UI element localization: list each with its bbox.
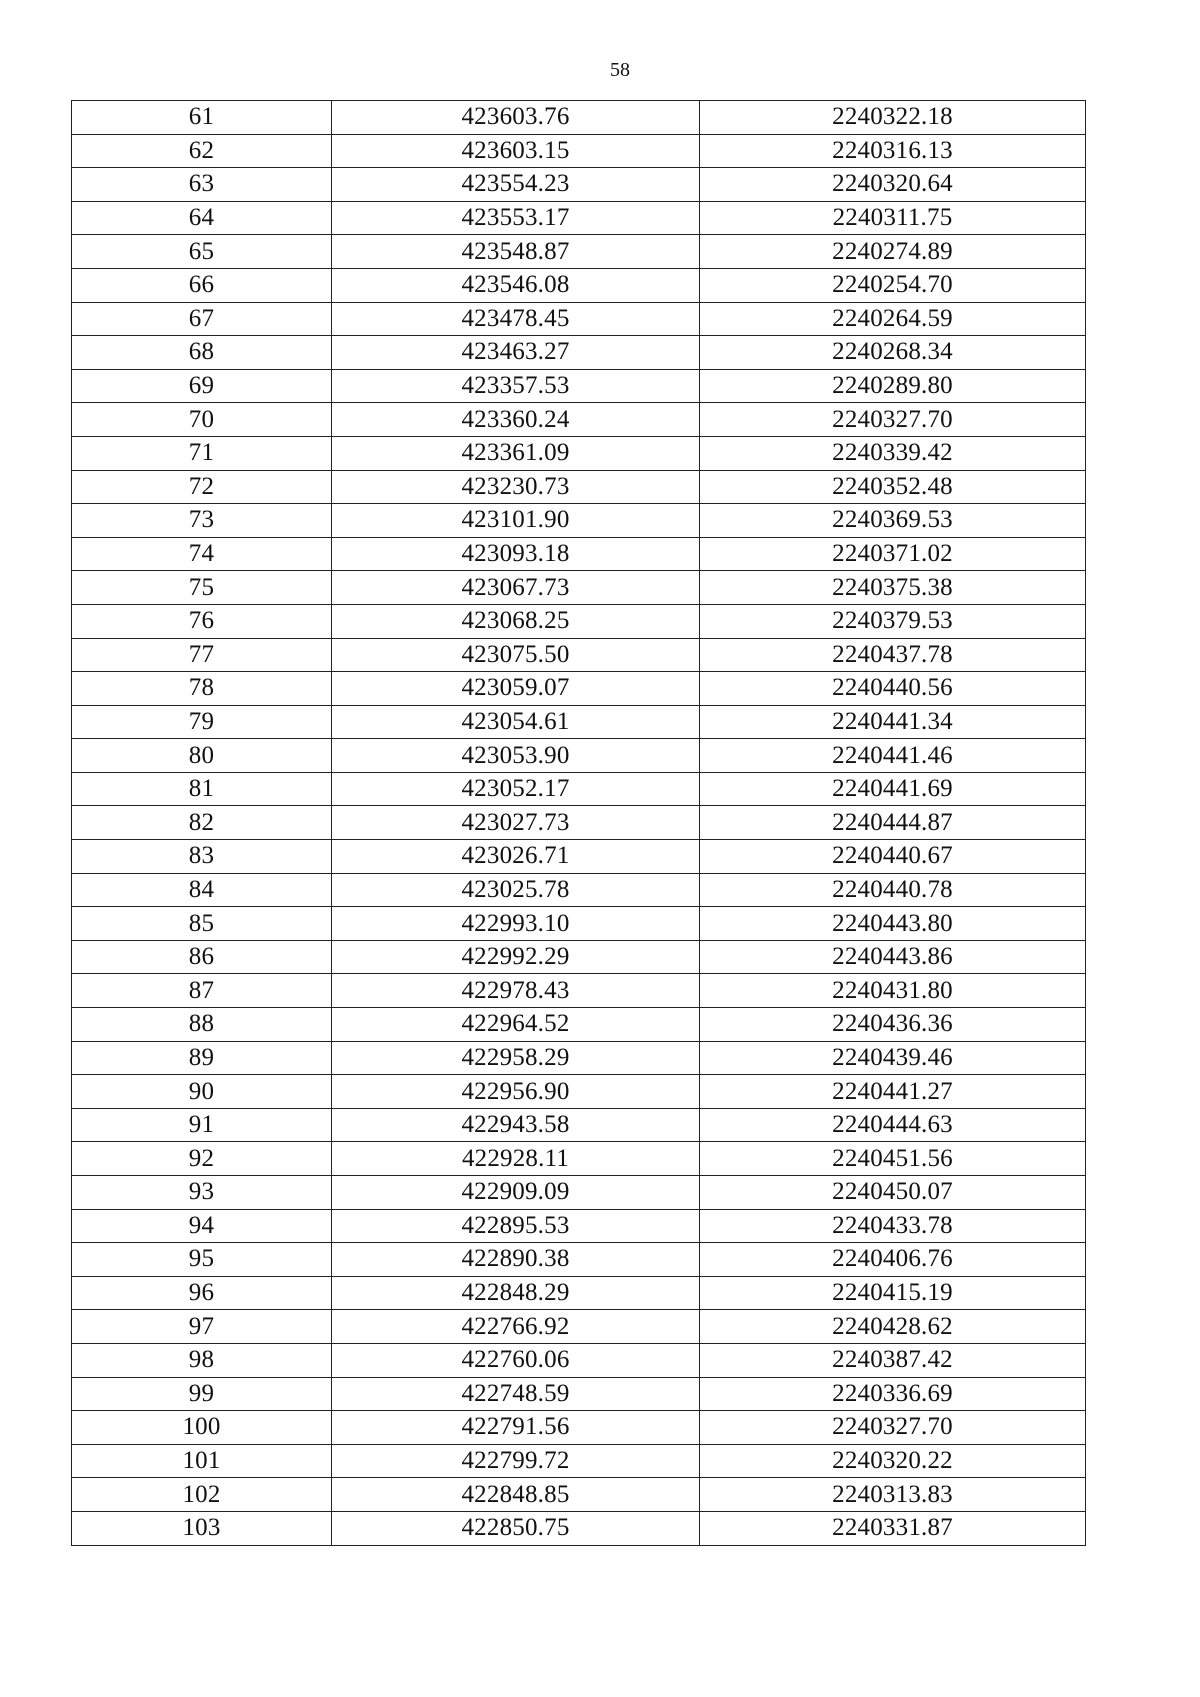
point-number-cell: 65: [72, 235, 332, 269]
table-row: [72, 369, 1086, 403]
point-number-cell: 88: [72, 1008, 332, 1042]
coordinates-table-body: [72, 101, 1086, 1546]
table-row: [72, 1411, 1086, 1445]
y-coordinate-cell: 2240443.80: [700, 907, 1086, 941]
y-coordinate-cell: 2240336.69: [700, 1377, 1086, 1411]
y-coordinate-cell: 2240316.13: [700, 134, 1086, 168]
y-coordinate-cell: 2240441.34: [700, 705, 1086, 739]
table-row: [72, 772, 1086, 806]
table-row: [72, 571, 1086, 605]
point-number-cell: 91: [72, 1108, 332, 1142]
y-coordinate-cell: 2240444.63: [700, 1108, 1086, 1142]
table-row: [72, 268, 1086, 302]
x-coordinate-cell: 423052.17: [332, 772, 700, 806]
point-number-cell: 76: [72, 604, 332, 638]
x-coordinate-cell: 422890.38: [332, 1243, 700, 1277]
x-coordinate-cell: 422791.56: [332, 1411, 700, 1445]
x-coordinate-cell: 423361.09: [332, 436, 700, 470]
table-row: [72, 1444, 1086, 1478]
y-coordinate-cell: 2240451.56: [700, 1142, 1086, 1176]
y-coordinate-cell: 2240406.76: [700, 1243, 1086, 1277]
point-number-cell: 63: [72, 168, 332, 202]
y-coordinate-cell: 2240371.02: [700, 537, 1086, 571]
table-row: [72, 840, 1086, 874]
table-row: [72, 1075, 1086, 1109]
y-coordinate-cell: 2240379.53: [700, 604, 1086, 638]
y-coordinate-cell: 2240450.07: [700, 1176, 1086, 1210]
x-coordinate-cell: 423025.78: [332, 873, 700, 907]
y-coordinate-cell: 2240352.48: [700, 470, 1086, 504]
y-coordinate-cell: 2240431.80: [700, 974, 1086, 1008]
table-row: [72, 403, 1086, 437]
x-coordinate-cell: 423059.07: [332, 672, 700, 706]
x-coordinate-cell: 423554.23: [332, 168, 700, 202]
x-coordinate-cell: 423093.18: [332, 537, 700, 571]
y-coordinate-cell: 2240311.75: [700, 201, 1086, 235]
x-coordinate-cell: 423101.90: [332, 504, 700, 538]
table-row: [72, 1276, 1086, 1310]
table-row: [72, 604, 1086, 638]
table-row: [72, 1108, 1086, 1142]
x-coordinate-cell: 423068.25: [332, 604, 700, 638]
coordinates-table: [71, 100, 1086, 1546]
x-coordinate-cell: 423546.08: [332, 268, 700, 302]
point-number-cell: 97: [72, 1310, 332, 1344]
point-number-cell: 69: [72, 369, 332, 403]
x-coordinate-cell: 423230.73: [332, 470, 700, 504]
x-coordinate-cell: 422958.29: [332, 1041, 700, 1075]
point-number-cell: 71: [72, 436, 332, 470]
y-coordinate-cell: 2240433.78: [700, 1209, 1086, 1243]
point-number-cell: 96: [72, 1276, 332, 1310]
table-row: [72, 1511, 1086, 1545]
point-number-cell: 82: [72, 806, 332, 840]
point-number-cell: 80: [72, 739, 332, 773]
x-coordinate-cell: 422748.59: [332, 1377, 700, 1411]
y-coordinate-cell: 2240289.80: [700, 369, 1086, 403]
x-coordinate-cell: 422928.11: [332, 1142, 700, 1176]
table-row: [72, 504, 1086, 538]
x-coordinate-cell: 422895.53: [332, 1209, 700, 1243]
point-number-cell: 68: [72, 336, 332, 370]
point-number-cell: 64: [72, 201, 332, 235]
table-row: [72, 1041, 1086, 1075]
y-coordinate-cell: 2240440.67: [700, 840, 1086, 874]
point-number-cell: 87: [72, 974, 332, 1008]
y-coordinate-cell: 2240320.64: [700, 168, 1086, 202]
y-coordinate-cell: 2240440.78: [700, 873, 1086, 907]
table-row: [72, 1008, 1086, 1042]
y-coordinate-cell: 2240369.53: [700, 504, 1086, 538]
x-coordinate-cell: 422992.29: [332, 940, 700, 974]
point-number-cell: 77: [72, 638, 332, 672]
x-coordinate-cell: 423548.87: [332, 235, 700, 269]
point-number-cell: 62: [72, 134, 332, 168]
point-number-cell: 101: [72, 1444, 332, 1478]
point-number-cell: 66: [72, 268, 332, 302]
table-row: [72, 1209, 1086, 1243]
point-number-cell: 89: [72, 1041, 332, 1075]
x-coordinate-cell: 422993.10: [332, 907, 700, 941]
point-number-cell: 92: [72, 1142, 332, 1176]
x-coordinate-cell: 422799.72: [332, 1444, 700, 1478]
table-row: [72, 1478, 1086, 1512]
x-coordinate-cell: 422848.29: [332, 1276, 700, 1310]
y-coordinate-cell: 2240387.42: [700, 1343, 1086, 1377]
x-coordinate-cell: 422766.92: [332, 1310, 700, 1344]
y-coordinate-cell: 2240274.89: [700, 235, 1086, 269]
page-number: 58: [610, 59, 630, 81]
point-number-cell: 90: [72, 1075, 332, 1109]
y-coordinate-cell: 2240331.87: [700, 1511, 1086, 1545]
point-number-cell: 74: [72, 537, 332, 571]
y-coordinate-cell: 2240444.87: [700, 806, 1086, 840]
table-row: [72, 907, 1086, 941]
x-coordinate-cell: 423053.90: [332, 739, 700, 773]
table-row: [72, 235, 1086, 269]
x-coordinate-cell: 422909.09: [332, 1176, 700, 1210]
x-coordinate-cell: 423463.27: [332, 336, 700, 370]
table-row: [72, 101, 1086, 135]
table-row: [72, 974, 1086, 1008]
point-number-cell: 70: [72, 403, 332, 437]
table-row: [72, 705, 1086, 739]
point-number-cell: 73: [72, 504, 332, 538]
x-coordinate-cell: 423360.24: [332, 403, 700, 437]
x-coordinate-cell: 422848.85: [332, 1478, 700, 1512]
x-coordinate-cell: 423067.73: [332, 571, 700, 605]
point-number-cell: 103: [72, 1511, 332, 1545]
y-coordinate-cell: 2240443.86: [700, 940, 1086, 974]
point-number-cell: 81: [72, 772, 332, 806]
table-row: [72, 940, 1086, 974]
table-row: [72, 302, 1086, 336]
x-coordinate-cell: 423603.15: [332, 134, 700, 168]
table-row: [72, 336, 1086, 370]
table-row: [72, 537, 1086, 571]
y-coordinate-cell: 2240441.27: [700, 1075, 1086, 1109]
y-coordinate-cell: 2240254.70: [700, 268, 1086, 302]
x-coordinate-cell: 423075.50: [332, 638, 700, 672]
point-number-cell: 94: [72, 1209, 332, 1243]
table-row: [72, 1176, 1086, 1210]
x-coordinate-cell: 422943.58: [332, 1108, 700, 1142]
y-coordinate-cell: 2240439.46: [700, 1041, 1086, 1075]
point-number-cell: 83: [72, 840, 332, 874]
table-row: [72, 436, 1086, 470]
y-coordinate-cell: 2240441.46: [700, 739, 1086, 773]
table-row: [72, 1243, 1086, 1277]
y-coordinate-cell: 2240428.62: [700, 1310, 1086, 1344]
y-coordinate-cell: 2240268.34: [700, 336, 1086, 370]
y-coordinate-cell: 2240264.59: [700, 302, 1086, 336]
point-number-cell: 93: [72, 1176, 332, 1210]
x-coordinate-cell: 422850.75: [332, 1511, 700, 1545]
point-number-cell: 98: [72, 1343, 332, 1377]
point-number-cell: 86: [72, 940, 332, 974]
table-row: [72, 134, 1086, 168]
table-row: [72, 1142, 1086, 1176]
y-coordinate-cell: 2240322.18: [700, 101, 1086, 135]
x-coordinate-cell: 423553.17: [332, 201, 700, 235]
point-number-cell: 85: [72, 907, 332, 941]
point-number-cell: 75: [72, 571, 332, 605]
table-row: [72, 1343, 1086, 1377]
x-coordinate-cell: 422956.90: [332, 1075, 700, 1109]
table-row: [72, 873, 1086, 907]
x-coordinate-cell: 423357.53: [332, 369, 700, 403]
table-row: [72, 672, 1086, 706]
point-number-cell: 84: [72, 873, 332, 907]
point-number-cell: 72: [72, 470, 332, 504]
y-coordinate-cell: 2240320.22: [700, 1444, 1086, 1478]
point-number-cell: 79: [72, 705, 332, 739]
y-coordinate-cell: 2240339.42: [700, 436, 1086, 470]
table-row: [72, 739, 1086, 773]
y-coordinate-cell: 2240327.70: [700, 403, 1086, 437]
table-row: [72, 168, 1086, 202]
x-coordinate-cell: 422978.43: [332, 974, 700, 1008]
y-coordinate-cell: 2240313.83: [700, 1478, 1086, 1512]
point-number-cell: 78: [72, 672, 332, 706]
y-coordinate-cell: 2240415.19: [700, 1276, 1086, 1310]
x-coordinate-cell: 423054.61: [332, 705, 700, 739]
table-row: [72, 638, 1086, 672]
table-row: [72, 1377, 1086, 1411]
y-coordinate-cell: 2240441.69: [700, 772, 1086, 806]
x-coordinate-cell: 422964.52: [332, 1008, 700, 1042]
x-coordinate-cell: 423603.76: [332, 101, 700, 135]
table-row: [72, 201, 1086, 235]
x-coordinate-cell: 423027.73: [332, 806, 700, 840]
point-number-cell: 95: [72, 1243, 332, 1277]
point-number-cell: 61: [72, 101, 332, 135]
y-coordinate-cell: 2240375.38: [700, 571, 1086, 605]
table-row: [72, 1310, 1086, 1344]
point-number-cell: 102: [72, 1478, 332, 1512]
x-coordinate-cell: 423478.45: [332, 302, 700, 336]
y-coordinate-cell: 2240436.36: [700, 1008, 1086, 1042]
point-number-cell: 67: [72, 302, 332, 336]
x-coordinate-cell: 422760.06: [332, 1343, 700, 1377]
point-number-cell: 100: [72, 1411, 332, 1445]
table-row: [72, 806, 1086, 840]
y-coordinate-cell: 2240437.78: [700, 638, 1086, 672]
y-coordinate-cell: 2240440.56: [700, 672, 1086, 706]
table-row: [72, 470, 1086, 504]
y-coordinate-cell: 2240327.70: [700, 1411, 1086, 1445]
coordinates-table-container: [71, 100, 1086, 1546]
point-number-cell: 99: [72, 1377, 332, 1411]
x-coordinate-cell: 423026.71: [332, 840, 700, 874]
